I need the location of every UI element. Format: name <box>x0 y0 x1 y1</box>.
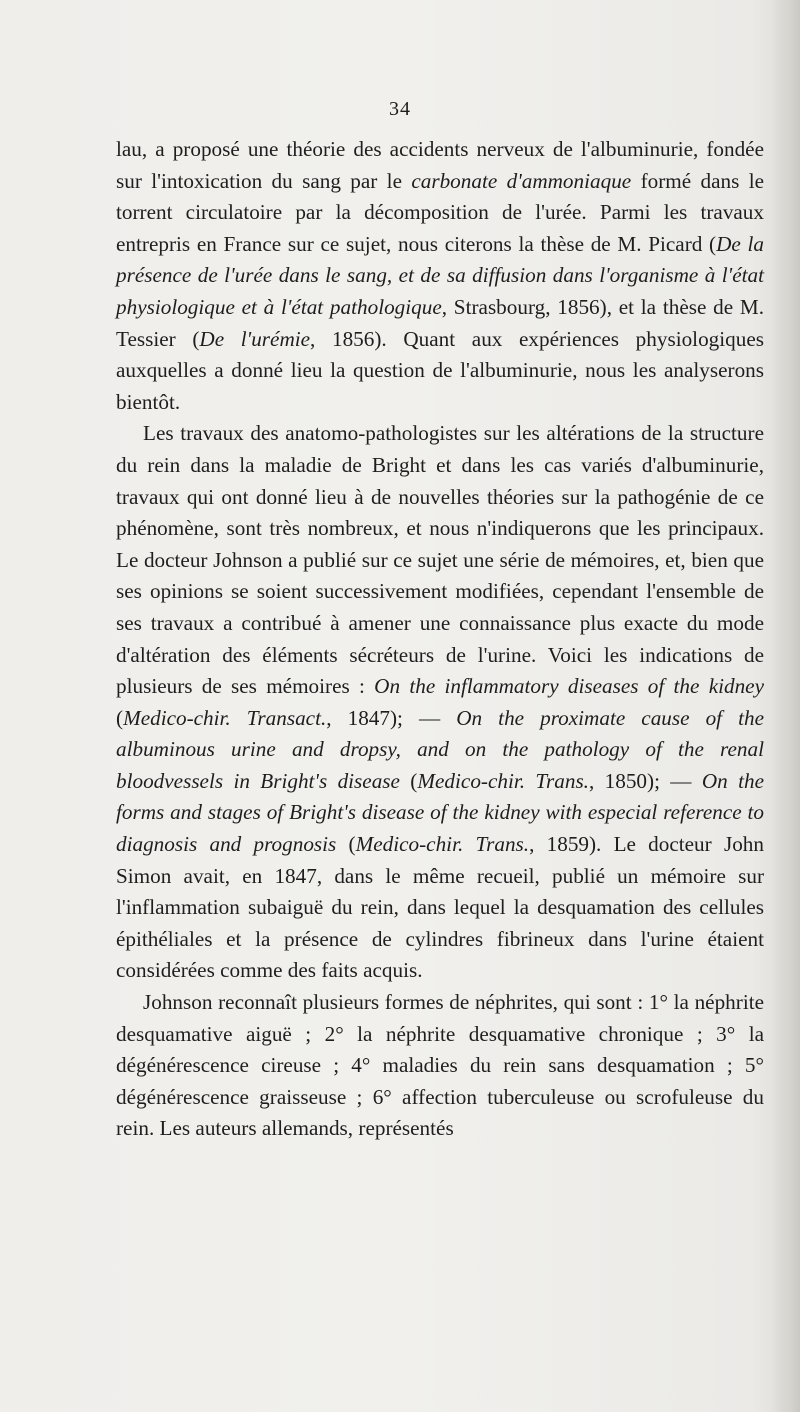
paragraph <box>116 418 764 987</box>
italic-text: On the proximate cause of the albuminous urine and dropsy, and on the pathology of the renal bloodvessels in Bright's disease <box>116 705 765 793</box>
paragraph <box>116 134 764 418</box>
text-run: , 1856). Quant aux expériences physiologiques auxquelles a donné lieu la question de l'albuminurie, nous les analyserons bientôt. <box>116 326 764 414</box>
italic-text: Medico-chir. Trans. <box>417 768 589 793</box>
italic-text: Medico-chir. Trans. <box>355 832 530 857</box>
italic-text: De l'urémie <box>199 326 311 351</box>
paragraph <box>116 987 764 1145</box>
text-run: , 1859). Le docteur John Simon avait, en 1847, dans le même recueil, publié un mémoire sur l'inflammation subaiguë du rein, dans lequel la desquamation des cellules épithéliales et la présence de cylindres fibrineux dans l'urine étaient considérées comme des faits acquis. <box>116 832 764 983</box>
body-text <box>116 134 764 1145</box>
text-run: formé dans le torrent circulatoire par la décomposition de l'urée. Parmi les travaux entrepris en France sur ce sujet, nous citerons la thèse de M. Picard ( <box>116 168 764 256</box>
text-run: Les travaux des anatomo-pathologistes sur les altérations de la structure du rein dans la maladie de Bright et dans les cas variés d'albuminurie, travaux qui ont donné lieu à de nouvelles théories sur la pathogénie de ce phénomène, sont très nombreux, et nous n'indiquerons que les principaux. Le docteur Johnson a publié sur ce sujet une série de mémoires, et, bien que ses opinions se soient successivement modifiées, cependant l'ensemble de ses travaux a contribué à amener une connaissance plus exacte du mode d'altération des éléments sécréteurs de l'urine. Voici les indications de plusieurs de ses mémoires : <box>116 421 764 699</box>
text-run: ( <box>116 705 124 730</box>
text-run: , 1850); — <box>588 768 702 793</box>
italic-text: Medico-chir. Transact. <box>123 705 327 730</box>
text-run: ( <box>399 768 418 793</box>
italic-text: On the forms and stages of Bright's disease of the kidney with especial reference to diagnosis and prognosis <box>116 768 764 857</box>
italic-text: carbonate d'ammoniaque <box>411 168 632 193</box>
italic-text: De la présence de l'urée dans le sang, et de sa diffusion dans l'organisme à l'état physiologique et à l'état pathologique <box>116 231 764 319</box>
page-number: 34 <box>389 98 411 120</box>
text-run: Johnson reconnaît plusieurs formes de néphrites, qui sont : 1° la néphrite desquamative aiguë ; 2° la néphrite desquamative chronique ; 3° la dégénérescence cireuse ; 4° maladies du rein sans desquamation ; 5° dégénérescence graisseuse ; 6° affection tuberculeuse ou scrofuleuse du rein. Les auteurs allemands, représentés <box>116 990 764 1141</box>
page-edge-shadow <box>772 0 800 1412</box>
text-run: , 1847); — <box>326 705 457 730</box>
italic-text: On the inflammatory diseases of the kidney <box>374 674 764 699</box>
text-run: lau, a proposé une théorie des accidents nerveux de l'albuminurie, fondée sur l'intoxication du sang par le <box>116 137 764 193</box>
text-run: , Strasbourg, 1856), et la thèse de M. Tessier ( <box>116 294 764 351</box>
text-run: ( <box>336 832 356 857</box>
